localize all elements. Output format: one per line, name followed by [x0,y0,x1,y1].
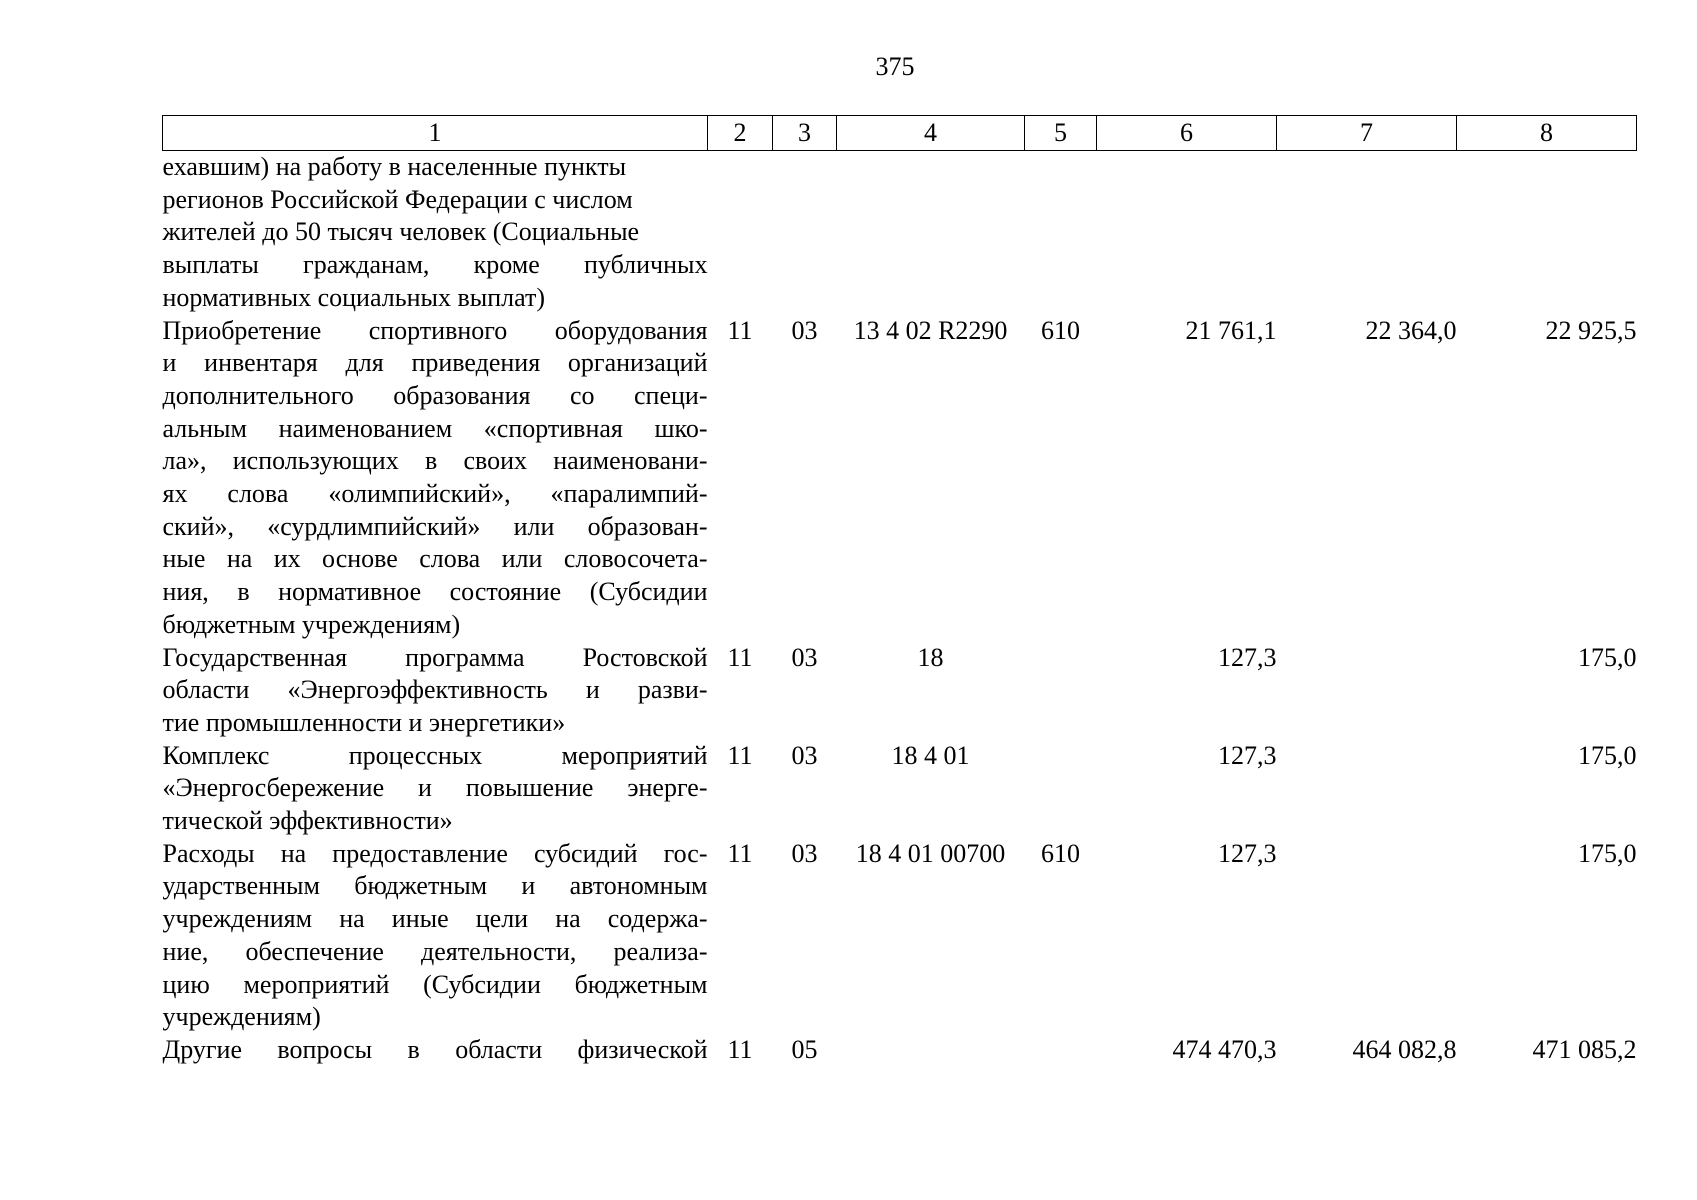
section-cell: 11 [727,315,753,345]
amount-year1-cell: 127,3 [1218,740,1277,770]
item-name-line: ные на их основе слова или словосочета- [162,544,708,574]
page-number: 375 [875,52,915,81]
subsection-cell: 03 [791,315,818,345]
amount-year1-cell: 127,3 [1218,642,1277,672]
item-name-line: жителей до 50 тысяч человек (Социальные [162,217,640,247]
item-name-line: нормативных социальных выплат) [162,282,545,312]
item-name-line: Другие вопросы в области физической [162,1034,708,1064]
amount-year2-cell: 22 364,0 [1365,315,1457,345]
amount-year3-cell: 175,0 [1578,642,1637,672]
budget-table [162,115,1637,1067]
item-name-cell [163,642,708,740]
item-name-line: ский», «сурдлимпийский» или образован- [162,511,708,541]
target-article-cell [837,151,1025,315]
amount-year3-cell: 175,0 [1578,838,1637,868]
expense-type-cell: 610 [1041,838,1080,868]
amount-year3-cell: 471 085,2 [1532,1034,1637,1064]
amount-year2-cell [1277,642,1457,740]
item-name-line: ях слова «олимпийский», «паралимпий- [162,479,708,509]
section-cell: 11 [727,838,753,868]
item-name-line: бюджетным учреждениям) [162,609,461,639]
item-name-cell [163,838,708,1034]
subsection-cell: 03 [791,838,818,868]
amount-year1-cell: 21 761,1 [1185,315,1277,345]
subsection-cell: 03 [791,740,818,770]
item-name-line: и инвентаря для приведения организаций [162,348,708,378]
item-name-line: учреждениям) [162,1002,321,1032]
expense-type-cell [1025,1034,1097,1067]
target-article-cell: 18 4 01 00700 [855,838,1006,868]
table-row [163,740,1637,838]
header-col-4: 4 [837,116,1025,151]
target-article-cell [837,1034,1025,1067]
item-name-line: Расходы на предоставление субсидий гос- [162,838,708,868]
item-name-line: цию мероприятий (Субсидии бюджетным [162,969,708,999]
table-body [163,151,1637,1067]
amount-year1-cell: 474 470,3 [1172,1034,1277,1064]
amount-year3-cell: 22 925,5 [1545,315,1637,345]
header-col-1: 1 [163,116,708,151]
expense-type-cell [1025,642,1097,740]
table-row [163,642,1637,740]
expense-type-cell [1025,151,1097,315]
header-col-3: 3 [773,116,837,151]
item-name-line: альным наименованием «спортивная шко- [162,413,708,443]
item-name-line: ехавшим) на работу в населенные пункты [162,152,627,181]
table-row [163,151,1637,315]
header-col-8: 8 [1457,116,1637,151]
subsection-cell: 03 [791,642,818,672]
item-name-line: тие промышленности и энергетики» [162,707,566,737]
item-name-line: регионов Российской Федерации с числом [162,184,633,214]
item-name-line: «Энергосбережение и повышение энерге- [162,773,708,803]
item-name-line: выплаты гражданам, кроме публичных [162,250,708,280]
table-row [163,838,1637,1034]
amount-year2-cell [1277,740,1457,838]
section-cell [708,151,773,315]
item-name-line: области «Энергоэффективность и разви- [162,675,708,705]
item-name-line: Комплекс процессных мероприятий [162,740,708,770]
item-name-line: ла», использующих в своих наименовани- [162,446,708,476]
expense-type-cell [1025,740,1097,838]
item-name-line: ния, в нормативное состояние (Субсидии [162,577,708,607]
item-name-line: Государственная программа Ростовской [162,642,708,672]
item-name-cell [163,740,708,838]
amount-year2-cell [1277,151,1457,315]
target-article-cell: 13 4 02 R2290 [853,315,1008,345]
header-col-5: 5 [1025,116,1097,151]
item-name-cell [163,151,708,315]
amount-year1-cell: 127,3 [1218,838,1277,868]
amount-year3-cell [1457,151,1637,315]
header-col-6: 6 [1097,116,1277,151]
item-name-cell [163,1034,708,1067]
subsection-cell: 05 [791,1034,818,1064]
item-name-line: тической эффективности» [162,806,453,836]
section-cell: 11 [727,1034,753,1064]
section-cell: 11 [727,740,753,770]
target-article-cell: 18 [917,642,944,672]
item-name-line: Приобретение спортивного оборудования [162,315,708,345]
header-col-2: 2 [708,116,773,151]
subsection-cell [773,151,837,315]
header-row [163,116,1637,151]
header-col-7: 7 [1277,116,1457,151]
expense-type-cell: 610 [1041,315,1080,345]
item-name-cell [163,315,708,642]
table-row [163,1034,1637,1067]
item-name-line: учреждениям на иные цели на содержа- [162,904,708,934]
amount-year3-cell: 175,0 [1578,740,1637,770]
item-name-line: дополнительного образования со специ- [162,380,708,410]
section-cell: 11 [727,642,753,672]
amount-year2-cell [1277,838,1457,1034]
amount-year2-cell: 464 082,8 [1352,1034,1457,1064]
amount-year1-cell [1097,151,1277,315]
item-name-line: ударственным бюджетным и автономным [162,871,708,901]
target-article-cell: 18 4 01 [891,740,970,770]
item-name-line: ние, обеспечение деятельности, реализа- [162,936,708,966]
table-row [163,315,1637,642]
